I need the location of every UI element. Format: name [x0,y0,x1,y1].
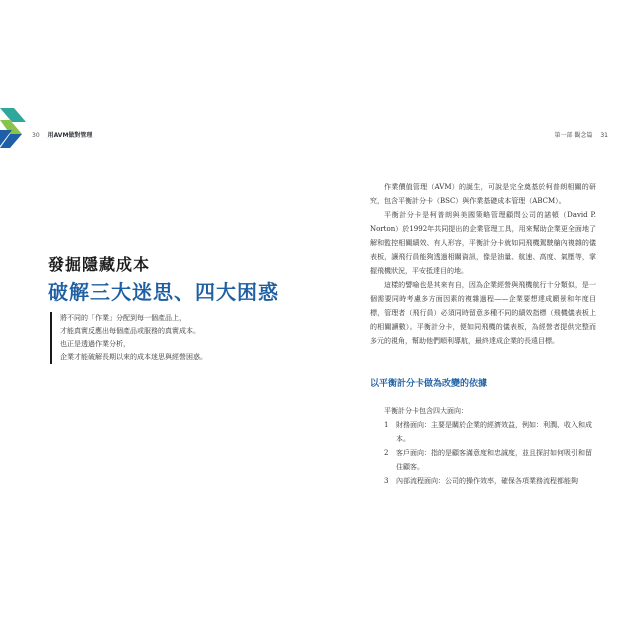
body-paragraph: 這樣的譬喻也是其來有自，因為企業經營與飛機航行十分類似，是一個需要同時考慮多方面因素的複雜過程——企業要想達成願景和年度目標，管理者（飛行員）必須同時留意多種不同的績效指標（飛機儀表板上的相關讀數）。平衡計分卡，便如同飛機的儀表板，為經營者提供完整而多元的視角，幫助他們順利導航，最終達成企業的長遠目標。 [370,281,596,345]
list-item-number: 2 [384,449,389,457]
left-page-number: 30 [32,132,40,139]
intro-line: 才能真實反應出每個產品或服務的真實成本。 [60,327,200,335]
list-item-text: 財務面向：主要是關於企業的經濟效益，例如：利潤、收入和成本。 [396,421,592,443]
body-paragraph: 平衡計分卡是柯普朗與美國策略管理顧問公司的諾頓（David P. Norton）於1992年共同提出的企業管理工具，用來幫助企業更全面地了解和監控相關績效、有人形容，平衡計分卡就如同飛機駕駛艙內複雜的儀表板，讓飛行員能夠透過相關資訊，像是油量、航速、高度、氣壓等，掌握飛機狀況，平安抵達目的地。 [370,211,596,275]
right-running-title: 第一部 觀念篇 [554,132,593,139]
right-running-header [555,130,608,139]
headline-line-2: 破解三大迷思、四大困惑 [48,280,279,304]
headline-line-1: 發掘隱藏成本 [48,255,151,274]
left-running-header [32,130,92,139]
left-running-title: 用AVM做對管理 [47,132,93,139]
intro-quote [50,312,300,364]
list-item-number: 1 [384,421,389,429]
logo-chevron-icon [0,106,30,148]
right-page [320,104,640,540]
body-paragraph: 作業價值管理（AVM）的誕生，可說是完全奠基於柯普朗相關的研究，包含平衡計分卡（BSC）與作業基礎成本管理（ABCM）。 [370,183,596,205]
section-heading: 以平衡計分卡做為改變的依據 [370,379,488,389]
list-intro: 平衡計分卡包含四大面向： [384,407,468,415]
list-item-text: 內部流程面向：公司的操作效率，確保各項業務流程都能夠 [396,477,578,485]
list-item-text: 客戶面向：指的是顧客滿意度和忠誠度，並且探討如何吸引和留住顧客。 [396,449,592,471]
list-item [384,446,596,474]
left-page [0,104,320,540]
list-item [384,474,596,488]
right-page-number: 31 [600,132,608,139]
perspective-list [384,418,596,488]
intro-line: 也正是透過作業分析， [60,340,130,348]
body-text [370,180,596,348]
list-item-number: 3 [384,477,389,485]
book-spread [0,104,640,540]
list-item [384,418,596,446]
intro-line: 將不同的「作業」分配到每一個產品上， [60,314,186,322]
intro-line: 企業才能破解長期以來的成本迷思與經營困惑。 [60,353,207,361]
